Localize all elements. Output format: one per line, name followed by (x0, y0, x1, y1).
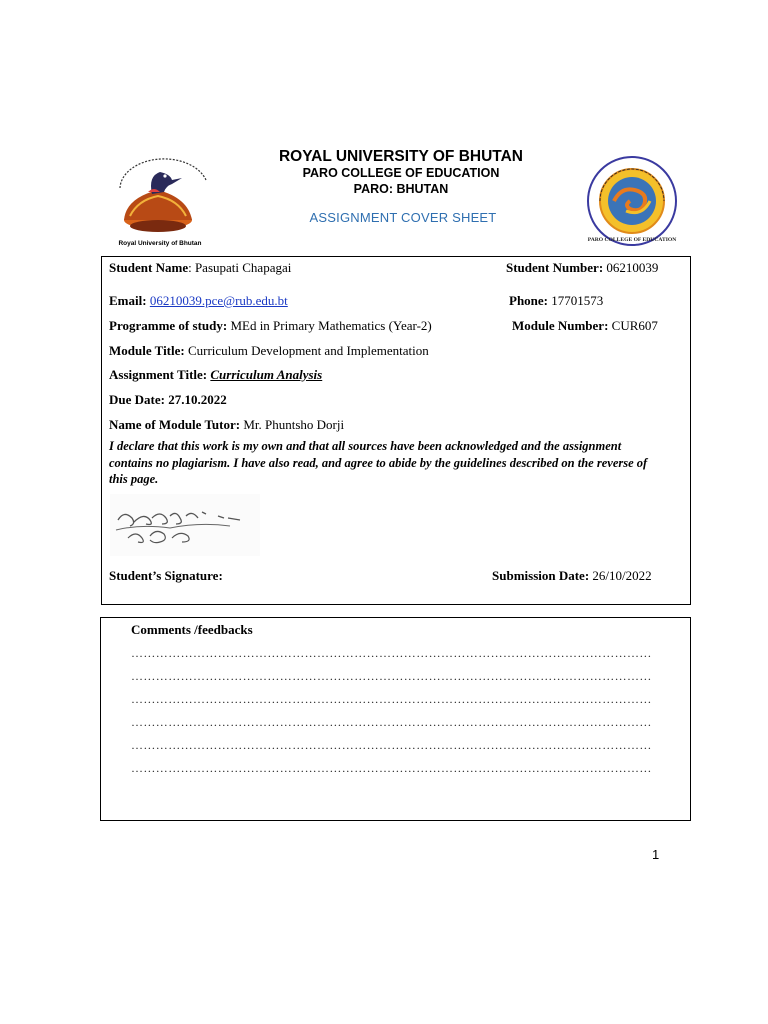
programme-row (109, 318, 432, 334)
module-number-row (512, 318, 658, 334)
tutor-value: Mr. Phuntsho Dorji (240, 417, 345, 432)
comment-line: ……………………………………………………………………………………………………………… (131, 692, 652, 706)
rub-logo (108, 158, 218, 248)
pce-logo-caption: PARO COLLEGE OF EDUCATION (587, 237, 677, 243)
student-number-label: Student Number: (506, 260, 604, 275)
signature-label: Student’s Signature: (109, 568, 223, 583)
assignment-title-value: Curriculum Analysis (210, 367, 323, 382)
comments-label: Comments /feedbacks (131, 622, 253, 637)
student-name-label: Student Name (109, 260, 189, 275)
assignment-title-row (109, 367, 322, 383)
submission-date-value: 26/10/2022 (589, 568, 652, 583)
assignment-title-label: Assignment Title: (109, 367, 208, 382)
signature-image (110, 494, 260, 556)
phone-label: Phone: (509, 293, 548, 308)
module-number-label: Module Number: (512, 318, 609, 333)
due-date: Due Date: 27.10.2022 (109, 392, 227, 407)
module-title-label: Module Title: (109, 343, 185, 358)
cover-sheet-title: ASSIGNMENT COVER SHEET (309, 210, 497, 225)
student-number-row (506, 260, 658, 276)
email-row (109, 293, 288, 309)
university-title: ROYAL UNIVERSITY OF BHUTAN (278, 148, 523, 165)
tutor-row (109, 417, 344, 433)
phone-value: 17701573 (548, 293, 604, 308)
declaration-text: I declare that this work is my own and that all sources have been acknowledged and the assignment contains no plagiarism. I have also read, and agree to abide by the guidelines described on the reverse of this page. (109, 439, 648, 486)
comment-line: ……………………………………………………………………………………………………………… (131, 646, 652, 660)
email-label: Email: (109, 293, 147, 308)
programme-label: Programme of study: (109, 318, 228, 333)
pce-logo (582, 155, 682, 247)
college-location: PARO: BHUTAN (353, 182, 449, 196)
comment-line: ……………………………………………………………………………………………………………… (131, 761, 652, 775)
email-link[interactable]: 06210039.pce@rub.edu.bt (149, 293, 288, 308)
comment-line: ……………………………………………………………………………………………………………… (131, 669, 652, 683)
module-number-value: CUR607 (608, 318, 658, 333)
student-name-row (109, 260, 291, 276)
rub-logo-caption: Royal University of Bhutan (118, 240, 202, 247)
module-title-row (109, 343, 429, 359)
page-number: 1 (652, 847, 660, 862)
student-name-value: : Pasupati Chapagai (188, 260, 292, 275)
programme-value: MEd in Primary Mathematics (Year-2) (227, 318, 432, 333)
submission-date-row (492, 568, 652, 584)
submission-date-label: Submission Date: (492, 568, 590, 583)
college-title: PARO COLLEGE OF EDUCATION (302, 166, 500, 180)
phone-row (509, 293, 603, 309)
module-title-value: Curriculum Development and Implementation (184, 343, 429, 358)
student-number-value: 06210039 (603, 260, 659, 275)
comment-line: ……………………………………………………………………………………………………………… (131, 715, 652, 729)
comment-line: ……………………………………………………………………………………………………………… (131, 738, 652, 752)
tutor-label: Name of Module Tutor: (109, 417, 241, 432)
